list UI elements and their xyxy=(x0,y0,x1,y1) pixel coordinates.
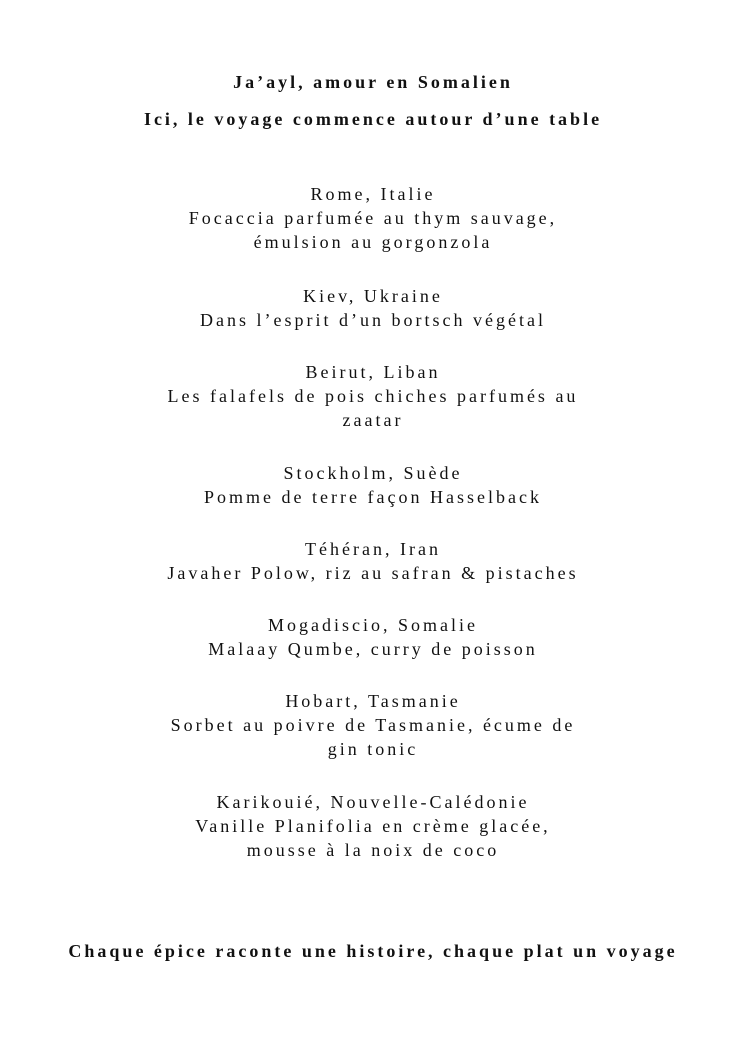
course-dish-line: Pomme de terre façon Hasselback xyxy=(204,487,542,507)
course-dish-line: Sorbet au poivre de Tasmanie, écume de xyxy=(170,715,576,735)
menu-subtitle: Ici, le voyage commence autour d’une table xyxy=(143,109,603,129)
menu-tagline: Chaque épice raconte une histoire, chaque plat un voyage xyxy=(68,941,678,961)
course-dish-line: Javaher Polow, riz au safran & pistaches xyxy=(167,563,579,583)
course-place: Téhéran, Iran xyxy=(305,539,441,559)
course-2 xyxy=(0,284,746,332)
course-place: Rome, Italie xyxy=(310,184,436,204)
course-place: Mogadiscio, Somalie xyxy=(268,615,478,635)
course-dish-line: Focaccia parfumée au thym sauvage, xyxy=(188,208,558,228)
course-dish-line: zaatar xyxy=(342,410,404,430)
course-dish-line: émulsion au gorgonzola xyxy=(253,232,493,252)
course-place: Stockholm, Suède xyxy=(283,463,463,483)
course-place: Kiev, Ukraine xyxy=(303,286,443,306)
course-place: Beirut, Liban xyxy=(305,362,441,382)
course-place: Hobart, Tasmanie xyxy=(285,691,461,711)
course-dish-line: mousse à la noix de coco xyxy=(246,840,500,860)
course-3 xyxy=(0,360,746,432)
course-dish-line: gin tonic xyxy=(327,739,419,759)
course-dish-line: Vanille Planifolia en crème glacée, xyxy=(195,816,551,836)
course-dish-line: Dans l’esprit d’un bortsch végétal xyxy=(200,310,546,330)
course-place: Karikouié, Nouvelle-Calédonie xyxy=(216,792,530,812)
course-dish-line: Les falafels de pois chiches parfumés au xyxy=(167,386,579,406)
course-4 xyxy=(0,461,746,509)
course-8 xyxy=(0,790,746,862)
course-6 xyxy=(0,613,746,661)
course-7 xyxy=(0,689,746,761)
course-1 xyxy=(0,182,746,254)
course-dish-line: Malaay Qumbe, curry de poisson xyxy=(208,639,538,659)
menu-title: Ja’ayl, amour en Somalien xyxy=(233,72,513,92)
course-5 xyxy=(0,537,746,585)
